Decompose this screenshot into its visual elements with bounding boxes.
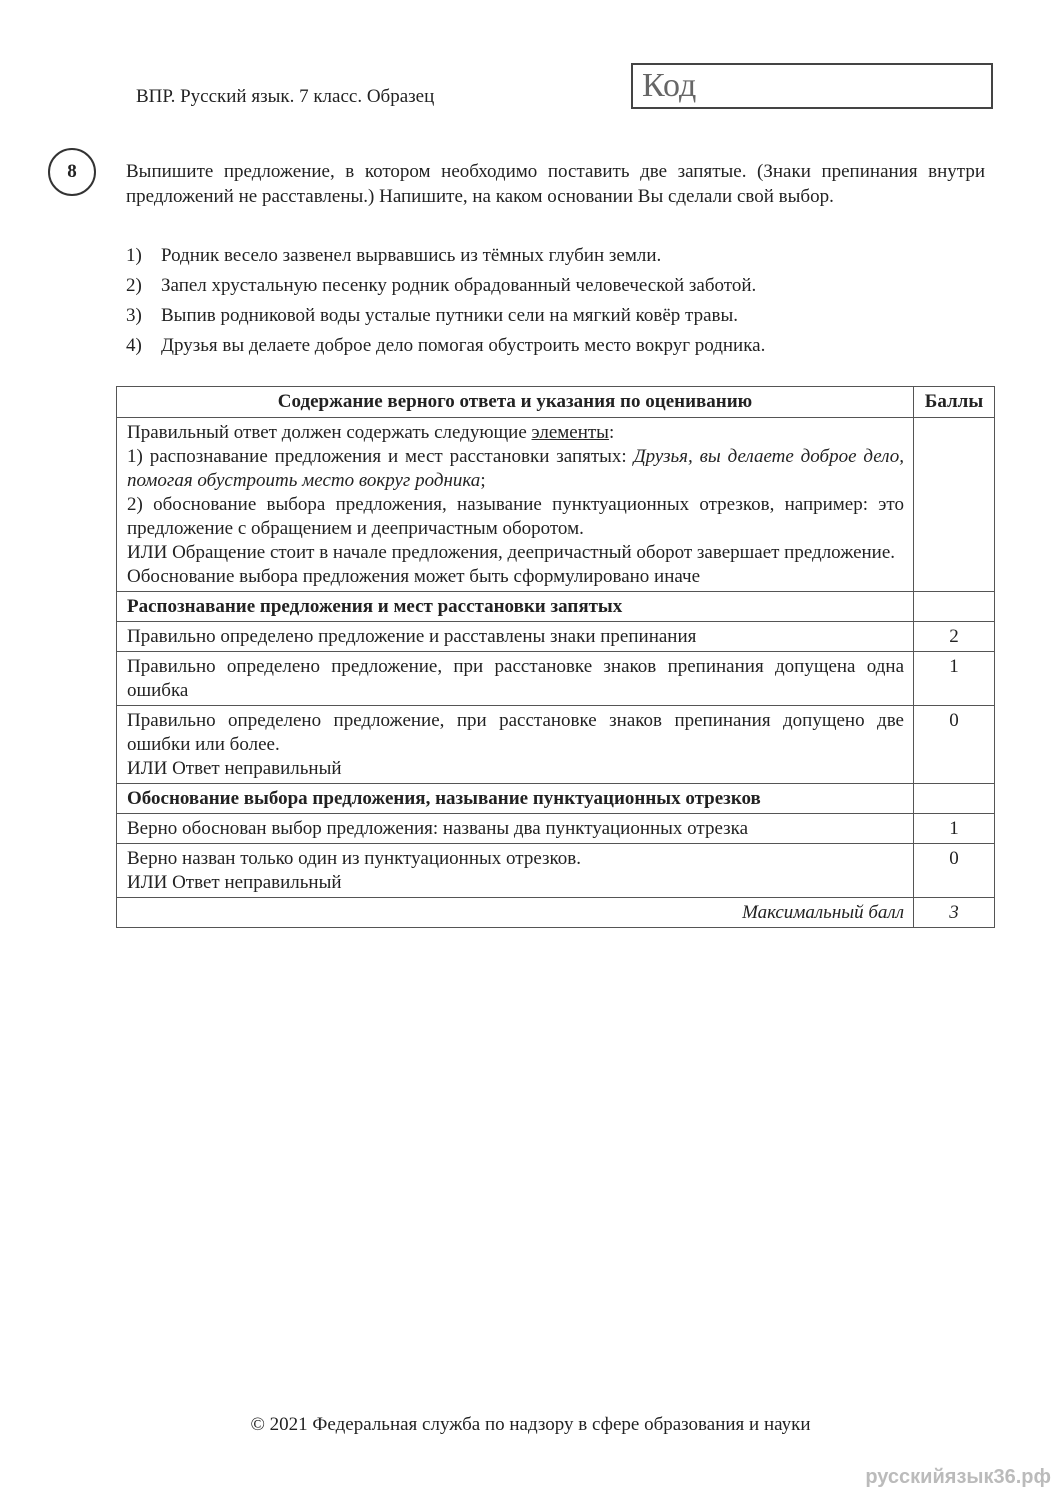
option-text: Запел хрустальную песенку родник обрадованный человеческой заботой. — [161, 275, 757, 296]
criterion-score: 0 — [914, 706, 995, 784]
criterion-score: 2 — [914, 622, 995, 652]
option-number: 4) — [126, 335, 142, 356]
option-item — [126, 303, 985, 333]
answer-intro-text: Правильный ответ должен содержать следующие — [127, 422, 532, 443]
option-text: Друзья вы делаете доброе дело помогая обустроить место вокруг родника. — [161, 335, 766, 356]
answer-intro-underlined: элементы — [531, 422, 609, 443]
options-list — [126, 243, 985, 363]
option-number: 2) — [126, 275, 142, 296]
answer-score-cell — [914, 418, 995, 592]
section-2-title: Обоснование выбора предложения, называние пунктуационных отрезков — [117, 784, 914, 814]
section-header-row — [117, 784, 995, 814]
header-content-cell: Содержание верного ответа и указания по оцениванию — [117, 387, 914, 418]
question-number-badge: 8 — [48, 148, 96, 196]
answer-item-2: 2) обоснование выбора предложения, называние пунктуационных отрезков, например: это предложение с обращением и деепричастным оборотом. — [127, 494, 904, 539]
criterion-text: Верно обоснован выбор предложения: названы два пунктуационных отрезка — [117, 814, 914, 844]
answer-item-1-semicolon: ; — [480, 470, 486, 491]
task-text: Выпишите предложение, в котором необходимо поставить две запятые. (Знаки препинания внутри предложений не расставлены.) Напишите, на каком основании Вы сделали свой выбор. — [126, 161, 985, 207]
answer-alternative: ИЛИ Обращение стоит в начале предложения, деепричастный оборот завершает предложение. — [127, 542, 896, 563]
answer-item-1-example: Друзья, вы делаете доброе дело, помогая обустроить место вокруг родника — [127, 446, 904, 491]
criteria-table — [116, 386, 995, 928]
answer-intro — [127, 421, 904, 445]
section-header-row — [117, 592, 995, 622]
table-row — [117, 706, 995, 784]
answer-row — [117, 418, 995, 592]
option-number: 3) — [126, 305, 142, 326]
option-text: Родник весело зазвенел вырвавшись из тёмных глубин земли. — [161, 245, 662, 266]
option-number: 1) — [126, 245, 142, 266]
option-text: Выпив родниковой воды усталые путники сели на мягкий ковёр травы. — [161, 305, 739, 326]
max-score-row — [117, 898, 995, 928]
option-item — [126, 273, 985, 303]
option-item — [126, 333, 985, 363]
code-label: Код — [642, 67, 697, 104]
table-row — [117, 814, 995, 844]
criterion-score: 0 — [914, 844, 995, 898]
option-item — [126, 243, 985, 273]
footer-copyright: © 2021 Федеральная служба по надзору в сфере образования и науки — [250, 1414, 811, 1435]
criterion-score: 1 — [914, 814, 995, 844]
answer-item-1 — [127, 445, 904, 493]
criterion-line: Верно назван только один из пунктуационных отрезков. — [127, 848, 581, 869]
table-row — [117, 844, 995, 898]
max-score-value: 3 — [914, 898, 995, 928]
criterion-score: 1 — [914, 652, 995, 706]
watermark: русскийязык36.рф — [865, 1466, 1051, 1488]
criterion-text: Правильно определено предложение, при расстановке знаков препинания допущена одна ошибка — [117, 652, 914, 706]
table-header-row — [117, 387, 995, 418]
table-row — [117, 622, 995, 652]
max-score-label: Максимальный балл — [117, 898, 914, 928]
answer-item-1-text: 1) распознавание предложения и мест расстановки запятых: — [127, 446, 634, 467]
criterion-line: ИЛИ Ответ неправильный — [127, 872, 342, 893]
criterion-line: ИЛИ Ответ неправильный — [127, 758, 342, 779]
table-row — [117, 652, 995, 706]
criterion-text — [117, 706, 914, 784]
answer-content-cell — [117, 418, 914, 592]
answer-note: Обоснование выбора предложения может быть сформулировано иначе — [127, 566, 701, 587]
criterion-text — [117, 844, 914, 898]
section-1-title: Распознавание предложения и мест расстановки запятых — [117, 592, 914, 622]
header-score-cell: Баллы — [914, 387, 995, 418]
section-1-score-empty — [914, 592, 995, 622]
answer-intro-colon: : — [608, 422, 615, 443]
section-2-score-empty — [914, 784, 995, 814]
code-box — [631, 63, 993, 109]
criterion-line: Правильно определено предложение, при расстановке знаков препинания допущено две ошибки или более. — [127, 710, 904, 755]
criterion-text: Правильно определено предложение и расставлены знаки препинания — [117, 622, 914, 652]
page-header-title: ВПР. Русский язык. 7 класс. Образец — [136, 86, 435, 107]
